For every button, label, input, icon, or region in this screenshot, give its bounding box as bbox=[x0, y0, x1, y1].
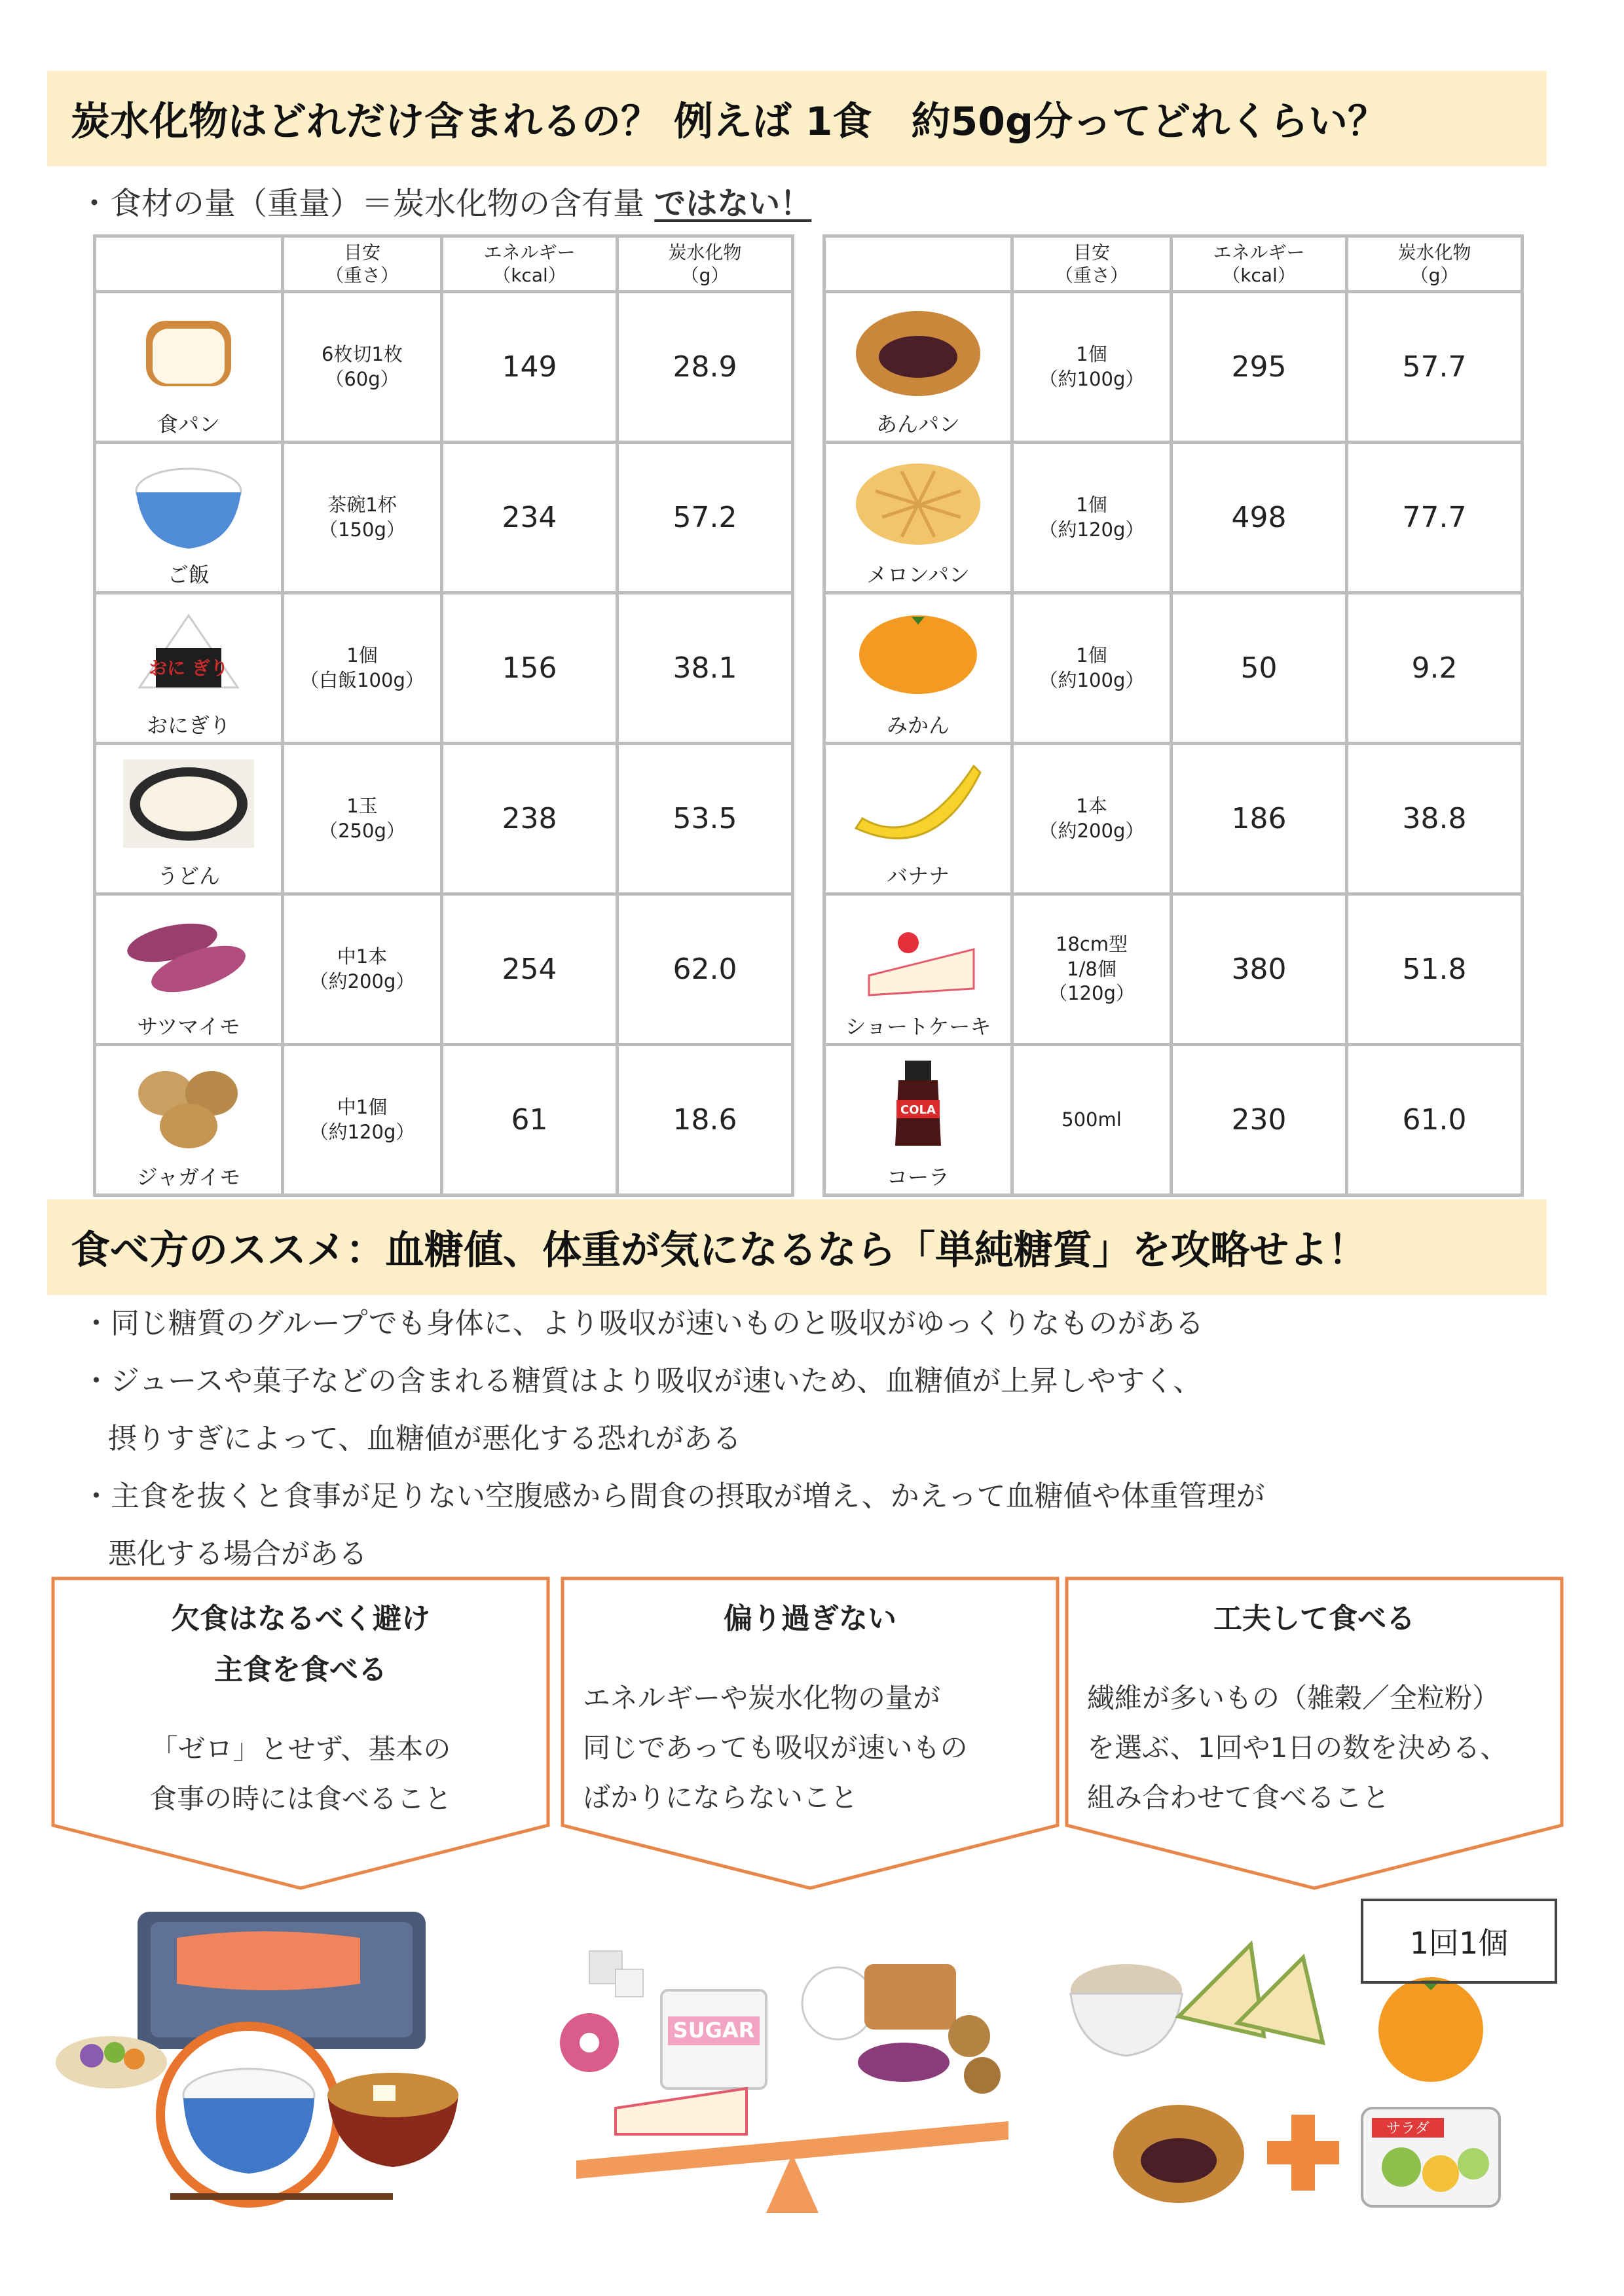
bread-icon bbox=[120, 301, 257, 399]
tip-body bbox=[1087, 1673, 1564, 1823]
food-amount-line: 中1個 bbox=[337, 1095, 388, 1118]
banana-icon bbox=[849, 753, 987, 851]
food-amount-line: 1個 bbox=[1076, 644, 1107, 666]
food-amount bbox=[1012, 443, 1172, 593]
tip-box-no-skipping bbox=[51, 1576, 550, 1891]
header-amount-label: 目安 bbox=[343, 242, 380, 263]
food-amount bbox=[283, 443, 442, 593]
sweet-potato-small-icon bbox=[858, 2043, 950, 2082]
udon-icon bbox=[120, 753, 257, 851]
mikan-icon bbox=[1378, 1977, 1483, 2082]
food-carb: 18.6 bbox=[618, 1045, 793, 1195]
section-heading-eating-tips-text: 食べ方のススメ：血糖値、体重が気になるなら「単純糖質」を攻略せよ！ bbox=[71, 1228, 1367, 1273]
food-energy: 234 bbox=[442, 443, 618, 593]
tip-body bbox=[51, 1724, 550, 1824]
food-image-cell bbox=[95, 894, 283, 1045]
food-energy: 295 bbox=[1172, 292, 1347, 443]
food-amount-line: 1本 bbox=[1076, 794, 1107, 817]
food-name: バナナ bbox=[886, 864, 950, 888]
food-name: コーラ bbox=[886, 1165, 950, 1190]
food-amount-line: （60g） bbox=[325, 367, 399, 390]
tip-box-no-bias bbox=[561, 1576, 1060, 1891]
bread-loaf-icon bbox=[864, 1964, 956, 2030]
food-amount-line: 1玉 bbox=[346, 794, 378, 817]
food-carb: 51.8 bbox=[1347, 894, 1522, 1045]
subtitle-line bbox=[79, 178, 811, 223]
food-carb: 57.2 bbox=[618, 443, 793, 593]
food-image-cell bbox=[95, 292, 283, 443]
food-image-cell bbox=[824, 1045, 1012, 1195]
food-amount-line: 1個 bbox=[346, 644, 378, 666]
food-name: 食パン bbox=[157, 412, 220, 437]
header-carb-unit: （g） bbox=[680, 264, 729, 286]
header-energy-unit: （kcal） bbox=[492, 264, 566, 286]
food-energy: 50 bbox=[1172, 593, 1347, 744]
food-image-cell bbox=[824, 443, 1012, 593]
potato-icon bbox=[120, 1054, 257, 1152]
tip-body-line: 組み合わせて食べること bbox=[1087, 1781, 1390, 1813]
food-name: サツマイモ bbox=[137, 1014, 240, 1039]
header-amount-label: 目安 bbox=[1073, 242, 1110, 263]
header-image-cell bbox=[95, 236, 283, 292]
food-amount bbox=[283, 1045, 442, 1195]
food-amount-line: （約100g） bbox=[1039, 367, 1145, 390]
onigiri-icon bbox=[120, 602, 257, 701]
food-image-cell bbox=[824, 744, 1012, 894]
seesaw-fulcrum bbox=[766, 2154, 819, 2213]
food-amount-line: （約100g） bbox=[1039, 668, 1145, 691]
food-energy: 186 bbox=[1172, 744, 1347, 894]
subtitle-emphasis: ではない！ bbox=[654, 185, 812, 222]
food-amount bbox=[1012, 894, 1172, 1045]
bullet-item-continuation: 悪化する場合がある bbox=[108, 1537, 367, 1571]
sugar-label: SUGAR bbox=[673, 2018, 755, 2043]
table-header-row bbox=[824, 236, 1522, 292]
salmon-icon bbox=[177, 1931, 360, 1990]
food-amount-line: （約120g） bbox=[1039, 518, 1145, 541]
food-amount bbox=[283, 894, 442, 1045]
tip-body-line: エネルギーや炭水化物の量が bbox=[583, 1682, 941, 1714]
food-energy: 230 bbox=[1172, 1045, 1347, 1195]
table-row bbox=[824, 292, 1522, 443]
tip-title bbox=[51, 1594, 550, 1696]
table-row bbox=[824, 744, 1522, 894]
food-amount bbox=[283, 292, 442, 443]
anpan-icon bbox=[849, 301, 987, 399]
svg-text:おに ぎり: おに ぎり bbox=[149, 657, 229, 679]
set-meal-illustration bbox=[52, 1899, 511, 2213]
melonpan-icon bbox=[849, 452, 987, 550]
header-energy-label: エネルギー bbox=[1213, 242, 1305, 263]
tip-title-line: 欠食はなるべく避け bbox=[171, 1602, 430, 1635]
food-amount-line: 1個 bbox=[1076, 493, 1107, 516]
section-heading-carbs-text: 炭水化物はどれだけ含まれるの？ 例えば 1食 約50g分ってどれくらい？ bbox=[71, 99, 1387, 145]
food-energy: 61 bbox=[442, 1045, 618, 1195]
cola-icon bbox=[849, 1054, 987, 1152]
bullet-item: ・ジュースや菓子などの含まれる糖質はより吸収が速いため、血糖値が上昇しやすく、 bbox=[82, 1364, 1202, 1398]
food-energy: 254 bbox=[442, 894, 618, 1045]
food-amount-line: 18cm型 bbox=[1055, 932, 1128, 955]
header-energy-label: エネルギー bbox=[483, 242, 576, 263]
food-image-cell bbox=[824, 894, 1012, 1045]
tip-title-line: 主食を食べる bbox=[214, 1653, 387, 1686]
food-amount bbox=[1012, 1045, 1172, 1195]
food-name: みかん bbox=[886, 713, 950, 738]
food-amount-line: 500ml bbox=[1061, 1108, 1122, 1131]
food-carb: 53.5 bbox=[618, 744, 793, 894]
food-table-left bbox=[93, 234, 794, 1197]
food-image-cell bbox=[95, 593, 283, 744]
table-row bbox=[824, 443, 1522, 593]
food-energy: 149 bbox=[442, 292, 618, 443]
bullet-list bbox=[82, 1295, 1265, 1583]
food-amount-line: 6枚切1枚 bbox=[322, 342, 403, 365]
table-row bbox=[95, 1045, 793, 1195]
table-header-row bbox=[95, 236, 793, 292]
food-energy: 380 bbox=[1172, 894, 1347, 1045]
section-heading-eating-tips bbox=[47, 1199, 1547, 1295]
subtitle-prefix: ・食材の量（重量）＝炭水化物の含有量 bbox=[79, 185, 655, 222]
tip-body-line: 食事の時には食べること bbox=[149, 1783, 452, 1815]
header-energy bbox=[442, 236, 618, 292]
header-energy bbox=[1172, 236, 1347, 292]
food-carb: 61.0 bbox=[1347, 1045, 1522, 1195]
food-image-cell bbox=[824, 292, 1012, 443]
food-amount-line: （250g） bbox=[319, 819, 405, 842]
food-amount-line: （白飯100g） bbox=[300, 668, 424, 691]
bullet-item: ・同じ糖質のグループでも身体に、より吸収が速いものと吸収がゆっくりなものがある bbox=[82, 1307, 1204, 1340]
food-amount-line: （120g） bbox=[1048, 982, 1135, 1005]
tip-body bbox=[583, 1673, 1060, 1823]
food-energy: 156 bbox=[442, 593, 618, 744]
food-name: うどん bbox=[157, 864, 220, 888]
header-carb bbox=[618, 236, 793, 292]
sugar-cube-icon bbox=[616, 1969, 643, 1997]
sweet-potato-icon bbox=[120, 903, 257, 1002]
food-amount-line: 1個 bbox=[1076, 342, 1107, 365]
bullet-item-continuation: 摂りすぎによって、血糖値が悪化する恐れがある bbox=[108, 1422, 742, 1455]
tip-body-line: 同じであっても吸収が速いもの bbox=[583, 1732, 968, 1764]
food-name: おにぎり bbox=[146, 713, 231, 738]
mikan-icon bbox=[849, 602, 987, 701]
food-amount bbox=[1012, 744, 1172, 894]
header-energy-unit: （kcal） bbox=[1222, 264, 1296, 286]
header-image-cell bbox=[824, 236, 1012, 292]
header-carb bbox=[1347, 236, 1522, 292]
rice-bowl-small-icon bbox=[802, 1967, 874, 2039]
food-name: ショートケーキ bbox=[845, 1014, 991, 1039]
table-row bbox=[824, 593, 1522, 744]
food-amount bbox=[283, 744, 442, 894]
food-amount-line: （約120g） bbox=[309, 1120, 415, 1143]
food-energy: 498 bbox=[1172, 443, 1347, 593]
salad-label: サラダ bbox=[1386, 2121, 1430, 2137]
food-name: ご飯 bbox=[167, 562, 210, 587]
food-carb: 57.7 bbox=[1347, 292, 1522, 443]
tip-body-line: ばかりにならないこと bbox=[583, 1781, 858, 1813]
potato-small-icon bbox=[948, 2015, 990, 2057]
food-carb: 77.7 bbox=[1347, 443, 1522, 593]
tip-box-eat-smart bbox=[1065, 1576, 1564, 1891]
food-carb: 28.9 bbox=[618, 292, 793, 443]
table-row bbox=[824, 1045, 1522, 1195]
table-row bbox=[95, 292, 793, 443]
tip-body-line: 「ゼロ」とせず、基本の bbox=[150, 1733, 451, 1765]
tip-title bbox=[561, 1594, 1060, 1645]
food-carb: 38.8 bbox=[1347, 744, 1522, 894]
header-carb-unit: （g） bbox=[1410, 264, 1459, 286]
header-amount bbox=[1012, 236, 1172, 292]
header-amount-sub: （重さ） bbox=[325, 264, 399, 286]
food-amount-line: （150g） bbox=[319, 518, 405, 541]
food-carb: 62.0 bbox=[618, 894, 793, 1045]
food-table-right bbox=[822, 234, 1524, 1197]
table-row bbox=[95, 894, 793, 1045]
cake-icon bbox=[616, 2088, 747, 2134]
food-amount-line: 茶碗1杯 bbox=[327, 493, 397, 516]
section-heading-carbs bbox=[47, 71, 1547, 166]
tip-title bbox=[1065, 1594, 1564, 1645]
food-name: ジャガイモ bbox=[136, 1165, 241, 1190]
svg-text:COLA: COLA bbox=[900, 1103, 936, 1117]
food-name: あんパン bbox=[876, 412, 960, 437]
header-carb-label: 炭水化物 bbox=[1397, 242, 1471, 263]
shortcake-icon bbox=[849, 903, 987, 1002]
one-each-label: 1回1個 bbox=[1361, 1899, 1557, 1984]
food-amount-line: （約200g） bbox=[1039, 819, 1145, 842]
food-amount-line: 1/8個 bbox=[1067, 957, 1116, 980]
food-image-cell bbox=[95, 443, 283, 593]
table-row bbox=[95, 593, 793, 744]
table-row bbox=[95, 744, 793, 894]
tip-body-line: を選ぶ、1回や1日の数を決める、 bbox=[1087, 1732, 1508, 1764]
rice-bowl-icon bbox=[120, 452, 257, 550]
table-row bbox=[824, 894, 1522, 1045]
header-carb-label: 炭水化物 bbox=[668, 242, 742, 263]
tip-title-line: 工夫して食べる bbox=[1213, 1602, 1415, 1635]
food-amount-line: 中1本 bbox=[337, 945, 388, 968]
header-amount bbox=[283, 236, 442, 292]
food-amount bbox=[283, 593, 442, 744]
food-amount bbox=[1012, 292, 1172, 443]
food-image-cell bbox=[824, 593, 1012, 744]
food-image-cell bbox=[95, 744, 283, 894]
food-amount bbox=[1012, 593, 1172, 744]
food-name: メロンパン bbox=[866, 562, 970, 587]
food-carb: 38.1 bbox=[618, 593, 793, 744]
table-row bbox=[95, 443, 793, 593]
food-amount-line: （約200g） bbox=[309, 970, 415, 993]
food-carb: 9.2 bbox=[1347, 593, 1522, 744]
bullet-item: ・主食を抜くと食事が足りない空腹感から間食の摂取が増え、かえって血糖値や体重管理が bbox=[82, 1480, 1265, 1513]
header-amount-sub: （重さ） bbox=[1054, 264, 1128, 286]
food-image-cell bbox=[95, 1045, 283, 1195]
tip-title-line: 偏り過ぎない bbox=[724, 1602, 896, 1635]
tip-body-line: 繊維が多いもの（雑穀／全粒粉） bbox=[1087, 1682, 1500, 1714]
balance-illustration bbox=[550, 1938, 1035, 2226]
food-energy: 238 bbox=[442, 744, 618, 894]
